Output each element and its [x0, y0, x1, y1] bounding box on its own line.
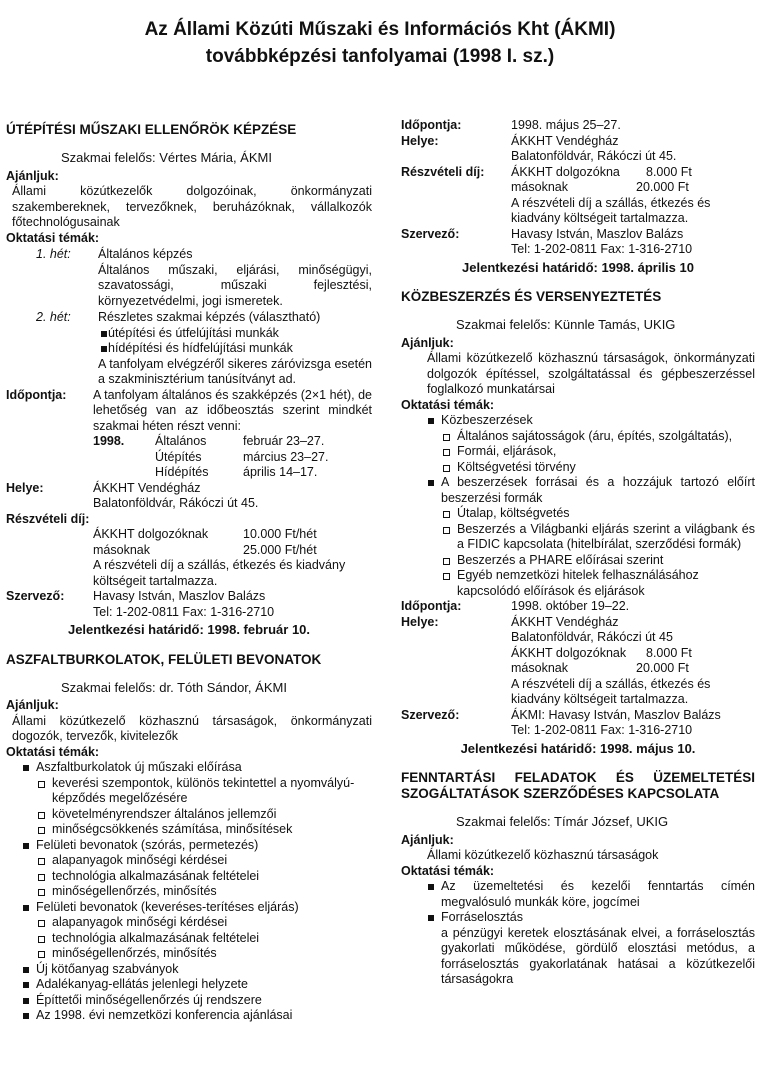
week1-text: Általános műszaki, eljárási, minőségügyi, szavatossági, műszaki fejlesztési, környezetvédelmi, jogi ismeretek. — [98, 262, 372, 308]
topics-label: Oktatási témák: — [401, 863, 495, 878]
fee-who: ÁKKHT dolgozókna — [511, 164, 620, 179]
sub-list-item: keverési szempontok, különös tekintettel a nyomvályú-képződés megelőzésére — [20, 776, 372, 807]
fee-amount: 20.000 Ft — [636, 180, 689, 194]
fee-who: ÁKKHT dolgozóknak — [511, 645, 627, 660]
fee-who: másoknak — [511, 661, 568, 675]
place-line1: ÁKKHT Vendégház — [511, 133, 619, 148]
org-phone: Tel: 1-202-0811 Fax: 1-316-2710 — [93, 604, 275, 619]
schedule-row — [93, 434, 372, 450]
list-item: útépítési és útfelújítási munkák — [98, 326, 372, 342]
place-line2: Balatonföldvár, Rákóczi út 45 — [511, 630, 673, 644]
list-item: Adalékanyag-ellátás jelenlegi helyzete — [20, 977, 372, 993]
fee-who: másoknak — [93, 542, 150, 557]
topics-label: Oktatási témák: — [401, 397, 495, 412]
section-heading-kozbeszerzes: KÖZBESZERZÉS ÉS VERSENYEZTETÉS — [401, 289, 662, 304]
sub-list-item: minőségellenőrzés, minősítés — [20, 884, 372, 900]
fee-row — [93, 543, 372, 559]
sub-list-item: Formái, eljárások, — [425, 444, 755, 460]
time-text: A tanfolyam általános és szakképzés (2×1 hét), de lehetőség van az időbeosztás szerint mindkét szakmai héten részt venni: — [93, 387, 372, 433]
topics-label: Oktatási témák: — [6, 744, 100, 759]
org-phone: Tel: 1-202-0811 Fax: 1-316-2710 — [511, 723, 693, 737]
section-heading-fenntartasi: FENNTARTÁSI FELADATOK ÉS ÜZEMELTETÉSI SZOGÁLTATÁSOK SZERZŐDÉSES KAPCSOLATA — [401, 770, 755, 801]
sub-list-item: Egyéb nemzetközi hitelek felhasználásához kapcsolódó előírások és eljárások — [425, 568, 755, 599]
schedule-name: Útépítés — [155, 449, 202, 464]
org-row — [401, 708, 755, 739]
place-row — [401, 134, 755, 165]
list-item: Az üzemeltetési és kezelői fenntartás címén megvalósuló munkák köre, jogcímei — [425, 879, 755, 910]
week2-label: 2. hét: — [36, 310, 71, 324]
responsible-person: Szakmai felelős: Tímár József, UKIG — [456, 814, 669, 829]
time-row — [6, 388, 372, 481]
deadline: Jelentkezési határidő: 1998. május 10. — [460, 740, 696, 756]
left-column — [6, 118, 372, 1024]
fee-amount: 25.000 Ft/hét — [243, 542, 317, 557]
org-phone: Tel: 1-202-0811 Fax: 1-316-2710 — [511, 242, 693, 256]
schedule-date: február 23–27. — [243, 434, 325, 448]
page-title-line2: továbbképzési tanfolyamai (1998 I. sz.) — [205, 46, 555, 67]
time-value: 1998. május 25–27. — [511, 118, 621, 132]
place-line1: ÁKKHT Vendégház — [93, 480, 201, 495]
place-line1: ÁKKHT Vendégház — [511, 614, 619, 629]
list-item: Építtetői minőségellenőrzés új rendszere — [20, 993, 372, 1009]
sub-list-item: minőségellenőrzés, minősítés — [20, 946, 372, 962]
list-item: Közbeszerzések — [425, 413, 755, 429]
fee-note: A részvételi díj a szállás, étkezés és kiadvány költségeit tartalmazza. — [511, 195, 711, 225]
recommend-text: Állami közútkezelő közhasznú társaságok, önkormányzati dogozók, tervezők, kivitelezők — [12, 713, 372, 743]
sub-list-item: technológia alkalmazásának feltételei — [20, 869, 372, 885]
sub-list-item: követelményrendszer általános jellemzői — [20, 807, 372, 823]
responsible-person: Szakmai felelős: Vértes Mária, ÁKMI — [61, 150, 272, 165]
page-title-line1: Az Állami Közúti Műszaki és Információs Kht (ÁKMI) — [144, 19, 616, 40]
week1-title: Általános képzés — [98, 247, 193, 261]
week2-title: Részletes szakmai képzés (választható) — [98, 310, 321, 324]
place-row — [401, 615, 755, 708]
schedule-row — [93, 465, 372, 481]
recommend-text: Állami közútkezelő közhasznú társaságok — [427, 848, 659, 862]
list-item: Új kötőanyag szabványok — [20, 962, 372, 978]
schedule-name: Hídépítés — [155, 465, 209, 479]
list-item: Forráselosztás — [425, 910, 755, 926]
place-line2: Balatonföldvár, Rákóczi út 45. — [93, 496, 259, 510]
fee-amount: 20.000 Ft — [636, 661, 689, 675]
topic-list — [425, 879, 755, 988]
org-label: Szervező: — [401, 707, 460, 722]
responsible-person: Szakmai felelős: Künnle Tamás, UKIG — [456, 317, 676, 332]
week2 — [6, 310, 372, 388]
fee-label: Részvételi díj: — [6, 511, 90, 526]
sub-list-item: alapanyagok minőségi kérdései — [20, 853, 372, 869]
section-heading-utepitesi: ÚTÉPÍTÉSI MŰSZAKI ELLENŐRÖK KÉPZÉSE — [6, 122, 297, 137]
schedule-year: 1998. — [93, 434, 125, 448]
fee-label: Részvételi díj: — [401, 164, 485, 179]
org-names: ÁKMI: Havasy István, Maszlov Balázs — [511, 707, 721, 722]
list-item: hídépítési és hídfelújítási munkák — [98, 341, 372, 357]
time-label: Időpontja: — [401, 599, 462, 613]
place-line2: Balatonföldvár, Rákóczi út 45. — [511, 149, 677, 163]
schedule-date: április 14–17. — [243, 465, 318, 479]
fee-note: A részvételi díj a szállás, étkezés és kiadvány költségeit tartalmazza. — [511, 676, 711, 706]
fee-line — [511, 646, 755, 662]
org-names: Havasy István, Maszlov Balázs — [511, 226, 684, 241]
fee-who: másoknak — [511, 180, 568, 194]
schedule-row — [93, 450, 372, 466]
fee-row — [93, 527, 372, 543]
section-heading-aszfalt: ASZFALTBURKOLATOK, FELÜLETI BEVONATOK — [6, 651, 322, 667]
place-label: Helye: — [401, 133, 439, 148]
topics-label: Oktatási témák: — [6, 230, 100, 245]
responsible-person: Szakmai felelős: dr. Tóth Sándor, ÁKMI — [61, 679, 287, 695]
place-label: Helye: — [6, 480, 44, 495]
fee-line — [511, 165, 755, 181]
deadline: Jelentkezési határidő: 1998. február 10. — [67, 622, 311, 637]
sub-list-item: Beszerzés a Világbanki eljárás szerint a világbank és a FIDIC kapcsolata (hitelbírálat, szerződési formák) — [425, 522, 755, 553]
recommend-label: Ajánljuk: — [6, 698, 59, 712]
recommend-text: Állami közútkezelők dolgozóinak, önkormányzati szakembereknek, tervezőknek, beruházóknak, vállalkozók főtechnológusainak — [12, 184, 372, 229]
week1 — [6, 247, 372, 309]
sub-list-item: minőségcsökkenés számítása, minősítések — [20, 822, 372, 838]
org-row — [6, 589, 372, 620]
list-item: Az 1998. évi nemzetközi konferencia ajánlásai — [20, 1008, 372, 1024]
place-label: Helye: — [401, 614, 439, 629]
topic-list — [20, 760, 372, 1024]
fee-line — [511, 180, 755, 196]
sub-list-item: alapanyagok minőségi kérdései — [20, 915, 372, 931]
schedule-date: március 23–27. — [243, 449, 329, 464]
time-row — [401, 118, 755, 134]
recommend-text: Állami közútkezelő közhasznú társaságok, önkormányzati dolgozók építéssel, szolgáltatással és gépbeszerzéssel foglalkozó munkatársai — [427, 351, 755, 396]
recommend-label: Ajánljuk: — [401, 335, 454, 350]
list-item: Felületi bevonatok (keveréses-terítéses eljárás) — [20, 900, 372, 916]
fee-amount: 8.000 Ft — [646, 645, 692, 660]
fee-line — [511, 661, 755, 677]
org-row — [401, 227, 755, 258]
fee-block — [93, 527, 372, 589]
fee-row — [401, 165, 755, 227]
time-label: Időpontja: — [401, 118, 462, 132]
org-names: Havasy István, Maszlov Balázs — [93, 589, 266, 603]
sub-list-item: Beszerzés a PHARE előírásai szerint — [425, 553, 755, 569]
week2-note: A tanfolyam elvégzéről sikeres záróvizsga esetén a szakminisztérium tanúsítványt ad. — [98, 356, 372, 386]
recommend-label: Ajánljuk: — [6, 168, 59, 183]
schedule-name: Általános — [155, 434, 207, 448]
sub-list-item: technológia alkalmazásának feltételei — [20, 931, 372, 947]
sub-list-item: Általános sajátosságok (áru, építés, szolgáltatás), — [425, 429, 755, 445]
list-item: A beszerzések forrásai és a hozzájuk tartozó előírt beszerzési formák — [425, 475, 755, 506]
org-label: Szervező: — [401, 226, 460, 241]
fee-who: ÁKKHT dolgozóknak — [93, 527, 209, 541]
list-item: Felületi bevonatok (szórás, permetezés) — [20, 838, 372, 854]
time-row — [401, 599, 755, 615]
fee-amount: 8.000 Ft — [646, 164, 692, 179]
deadline: Jelentkezési határidő: 1998. április 10 — [462, 259, 694, 275]
week1-label: 1. hét: — [36, 247, 71, 261]
sub-list-item: Útalap, költségvetés — [425, 506, 755, 522]
sub-list-item: Költségvetési törvény — [425, 460, 755, 476]
right-column — [401, 118, 755, 988]
time-value: 1998. október 19–22. — [511, 599, 630, 613]
recommend-label: Ajánljuk: — [401, 832, 454, 847]
org-label: Szervező: — [6, 589, 65, 603]
list-item: Aszfaltburkolatok új műszaki előírása — [20, 760, 372, 776]
place-row — [6, 481, 372, 512]
fee-note: A részvételi díj a szállás, étkezés és kiadvány költségeit tartalmazza. — [93, 558, 346, 588]
list-item-text: a pénzügyi keretek elosztásának elvei, a forráselosztás gyakorlati működése, gördülő elosztási metódus, a forráselosztás gyakorlatának hatásai a közútkezelői társaságokra — [441, 925, 755, 986]
fee-amount: 10.000 Ft/hét — [243, 527, 317, 541]
topic-list — [425, 413, 755, 599]
time-label: Időpontja: — [6, 387, 67, 402]
